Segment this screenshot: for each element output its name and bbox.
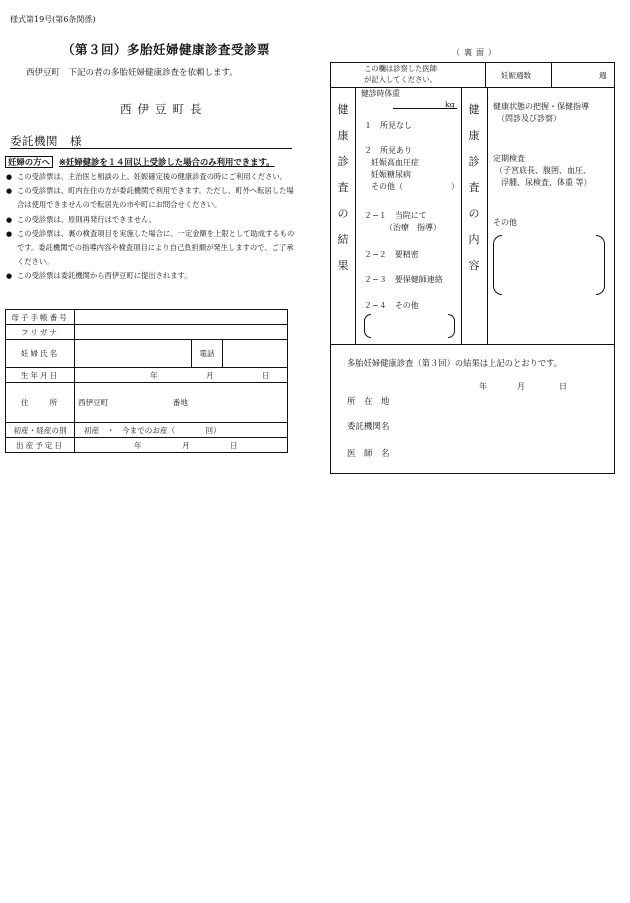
back-form bbox=[330, 62, 615, 474]
result-item: ２ 所見あり bbox=[364, 146, 412, 155]
month-mark: 月 bbox=[206, 370, 214, 380]
result-item: ２−４ その他 bbox=[364, 301, 419, 310]
divider bbox=[331, 344, 614, 345]
heading-char: 診 bbox=[337, 155, 349, 168]
heading-char: 健 bbox=[337, 103, 349, 116]
conclusion-text: 多胎妊婦健康診査（第３回）の結果は上記のとおりです。 bbox=[347, 358, 563, 368]
bracket-left bbox=[493, 235, 502, 295]
bullet-item: ● この受診票は委託機関から西伊豆町に提出されます。 bbox=[6, 269, 296, 283]
agency-addressee: 委託機関 様 bbox=[10, 134, 82, 148]
birthday-field[interactable] bbox=[75, 368, 288, 383]
divider bbox=[551, 63, 552, 87]
results-heading bbox=[336, 97, 350, 279]
day-mark: 日 bbox=[262, 370, 270, 380]
table-row bbox=[6, 423, 288, 438]
parity-field[interactable] bbox=[75, 423, 288, 438]
patient-info-table bbox=[5, 309, 288, 453]
parity-text: 初産 ・ 今までのお産（ 回） bbox=[84, 425, 221, 435]
furigana-label: フリガナ bbox=[6, 325, 75, 340]
birthday-label: 生年月日 bbox=[6, 368, 75, 383]
request-text: 西伊豆町 下記の者の多胎妊婦健康診査を依頼します。 bbox=[26, 68, 238, 78]
doctor-note: が記入してください。 bbox=[364, 75, 437, 84]
notice-label: 妊婦の方へ bbox=[5, 156, 53, 168]
heading-char: の bbox=[337, 207, 349, 220]
table-row bbox=[6, 438, 288, 453]
content-item: その他 bbox=[493, 218, 517, 227]
heading-char: 結 bbox=[337, 233, 349, 246]
divider bbox=[355, 87, 356, 344]
page-title: （第３回）多胎妊婦健康診査受診票 bbox=[62, 42, 271, 57]
address-label: 所 在 地 bbox=[347, 397, 390, 407]
heading-char: 康 bbox=[468, 129, 480, 142]
bullet-item: ● この受診票は、主治医と相談の上、妊娠確定後の健康診査の時にご利用ください。 bbox=[6, 170, 296, 184]
bracket-right bbox=[596, 235, 605, 295]
bracket-left bbox=[364, 314, 371, 338]
parity-label: 初産・経産の別 bbox=[6, 423, 75, 438]
due-date-field[interactable] bbox=[75, 438, 288, 453]
result-subitem: 妊娠糖尿病 bbox=[371, 170, 411, 179]
doctor-note: この欄は診察した医師 bbox=[364, 64, 437, 73]
phone-field[interactable] bbox=[223, 340, 288, 368]
heading-char: 診 bbox=[468, 155, 480, 168]
notice-text: ※妊婦健診を１４回以上受診した場合のみ利用できます。 bbox=[58, 157, 275, 167]
handbook-no-label: 母子手帳番号 bbox=[6, 310, 75, 325]
heading-char: 康 bbox=[337, 129, 349, 142]
divider bbox=[485, 63, 486, 87]
agency-underline bbox=[10, 148, 292, 149]
year-mark: 年 bbox=[479, 382, 487, 391]
heading-char: 容 bbox=[468, 259, 480, 272]
handbook-no-field[interactable] bbox=[75, 310, 288, 325]
result-item: ２−１ 当院にて bbox=[364, 211, 427, 220]
heading-char: 果 bbox=[337, 259, 349, 272]
result-subitem: その他（ bbox=[371, 182, 403, 191]
bullet-item: ● この受診票は、町内在住の方が委託機関で利用できます。ただし、町外へ転居した場合は使用できませんので転居先の市や町にお問合せください。 bbox=[6, 184, 296, 212]
notice-line bbox=[5, 156, 275, 168]
heading-char: 内 bbox=[468, 233, 480, 246]
bracket-right bbox=[448, 314, 455, 338]
content-heading bbox=[467, 97, 481, 279]
weeks-label: 妊娠週数 bbox=[501, 71, 531, 80]
bullet-list bbox=[6, 170, 296, 284]
table-row bbox=[6, 325, 288, 340]
content-item: 健康状態の把握・保健指導 bbox=[493, 102, 589, 111]
month-mark: 月 bbox=[517, 382, 525, 391]
result-subitem: ） bbox=[451, 182, 459, 191]
month-mark: 月 bbox=[182, 440, 190, 450]
heading-char: 査 bbox=[337, 181, 349, 194]
heading-char: の bbox=[468, 207, 480, 220]
year-mark: 年 bbox=[150, 370, 158, 380]
day-mark: 日 bbox=[559, 382, 567, 391]
divider bbox=[487, 87, 488, 344]
content-subitem: （問診及び診察） bbox=[497, 114, 561, 123]
weight-unit: kg bbox=[445, 100, 455, 109]
form-number: 様式第19号(第6条関係) bbox=[10, 15, 96, 24]
furigana-field[interactable] bbox=[75, 325, 288, 340]
result-item: １ 所見なし bbox=[364, 121, 412, 130]
table-row bbox=[6, 310, 288, 325]
name-label: 妊婦氏名 bbox=[6, 340, 75, 368]
address-label: 住 所 bbox=[6, 383, 75, 423]
year-mark: 年 bbox=[134, 440, 142, 450]
address-field[interactable] bbox=[75, 383, 288, 423]
address-banchi: 番地 bbox=[172, 398, 188, 407]
result-item: ２−３ 要保健師連絡 bbox=[364, 275, 443, 284]
divider bbox=[461, 87, 462, 344]
content-subitem: （子宮底長、腹囲、血圧、 bbox=[495, 166, 591, 175]
agency-name-label: 委託機関名 bbox=[347, 422, 390, 432]
heading-char: 健 bbox=[468, 103, 480, 116]
phone-label: 電話 bbox=[192, 340, 223, 368]
weeks-unit: 週 bbox=[599, 71, 607, 80]
table-row bbox=[6, 368, 288, 383]
due-date-label: 出産予定日 bbox=[6, 438, 75, 453]
content-subitem: 浮腫、尿検査、体重 等） bbox=[501, 178, 592, 187]
content-item: 定期検査 bbox=[493, 154, 525, 163]
heading-char: 査 bbox=[468, 181, 480, 194]
bullet-item: ● この受診票は、原則再発行はできません。 bbox=[6, 213, 296, 227]
day-mark: 日 bbox=[230, 440, 238, 450]
result-subitem: （治療 指導） bbox=[385, 223, 441, 232]
table-row bbox=[6, 340, 288, 368]
table-row bbox=[6, 383, 288, 423]
back-label: （裏面） bbox=[452, 48, 500, 57]
doctor-name-label: 医 師 名 bbox=[347, 449, 390, 459]
address-town: 西伊豆町 bbox=[78, 398, 109, 407]
result-item: ２−２ 要精密 bbox=[364, 250, 419, 259]
name-field[interactable] bbox=[75, 340, 192, 368]
result-subitem: 妊娠高血圧症 bbox=[371, 158, 419, 167]
bullet-item: ● この受診票は、裏の検査項目を実施した場合に、一定金額を上限として助成するものです。委託機関での指導内容や検査項目により自己負担額が発生しますので、ご了承ください。 bbox=[6, 227, 296, 270]
weight-label: 健診時体重 bbox=[361, 89, 400, 98]
mayor-signature: 西伊豆町長 bbox=[120, 102, 208, 116]
